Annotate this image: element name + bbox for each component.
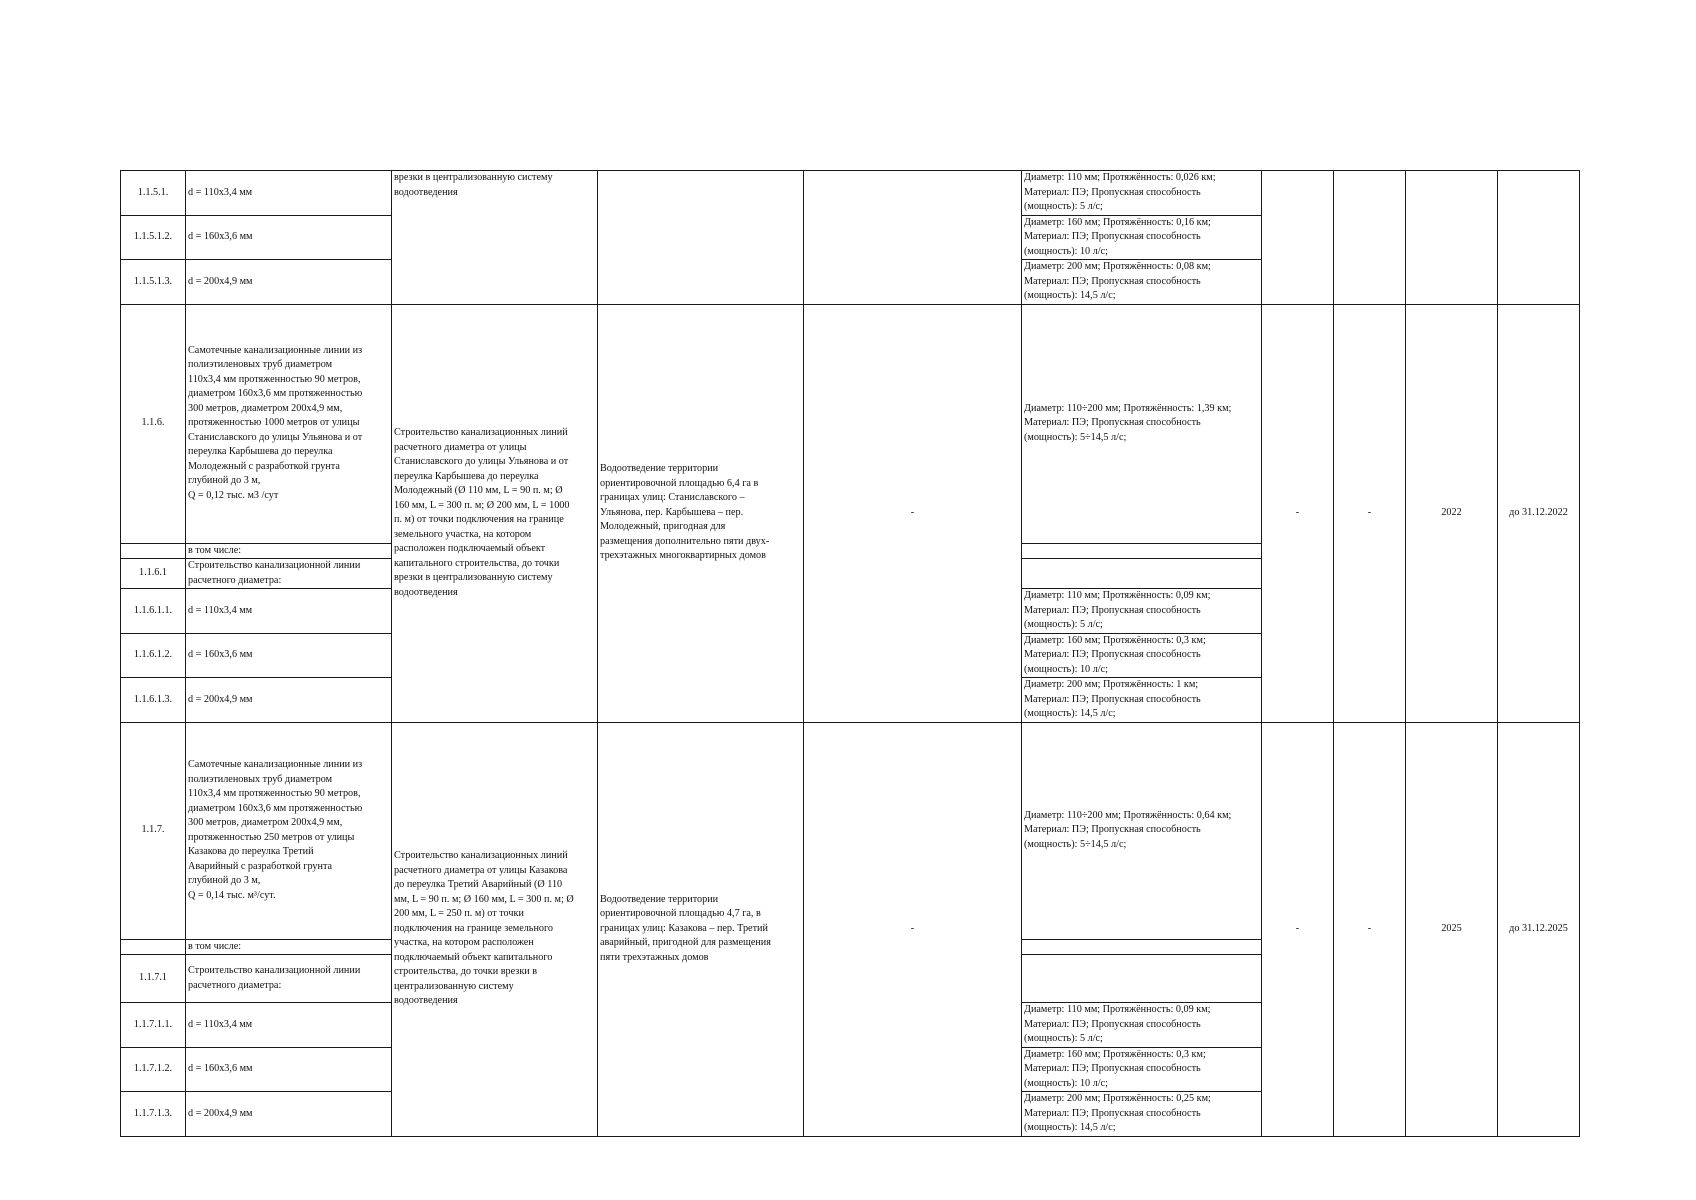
row-name: d = 200х4,9 мм [186, 678, 392, 723]
spec-cell: Диаметр: 110÷200 мм; Протяжённость: 1,39 км; Материал: ПЭ; Пропускная способность (мощность): 5÷14,5 л/с; [1022, 304, 1262, 543]
row-name: Самотечные канализационные линии из полиэтиленовых труб диаметром 110х3,4 мм протяженностью 90 метров, диаметром 160х3,6 мм протяженностью 300 метров, диаметром 200х4,9 мм, протяженностью 250 метров от улицы Казакова до переулка Третий Аварийный с разработкой грунта глубиной до 3 м, Q = 0,14 тыс. м³/сут. [186, 722, 392, 939]
row-name: Строительство канализационной линии расчетного диаметра: [186, 559, 392, 589]
row-code: 1.1.7.1 [121, 955, 186, 1003]
dash-cell: - [1262, 722, 1334, 1136]
dash-cell: - [804, 304, 1022, 722]
dash-cell: - [804, 722, 1022, 1136]
row-code: 1.1.6.1.2. [121, 633, 186, 678]
dash-cell: - [1334, 304, 1406, 722]
spec-cell: Диаметр: 110 мм; Протяжённость: 0,026 км; Материал: ПЭ; Пропускная способность (мощность): 5 л/с; [1022, 171, 1262, 216]
spec-cell: Диаметр: 110 мм; Протяжённость: 0,09 км; Материал: ПЭ; Пропускная способность (мощность): 5 л/с; [1022, 589, 1262, 634]
goal-cell [598, 171, 804, 305]
empty-cell [1334, 171, 1406, 305]
dash-cell: - [1334, 722, 1406, 1136]
row-code: 1.1.6.1.1. [121, 589, 186, 634]
row-code: 1.1.7.1.3. [121, 1092, 186, 1137]
goal-description: Водоотведение территории ориентировочной площадью 4,7 га, в границах улиц: Казакова – пер. Третий аварийный, пригодной для размещения пяти трехэтажных домов [598, 722, 804, 1136]
spec-cell: Диаметр: 200 мм; Протяжённость: 0,25 км; Материал: ПЭ; Пропускная способность (мощность): 14,5 л/с; [1022, 1092, 1262, 1137]
empty-cell [1022, 559, 1262, 589]
row-code: 1.1.7.1.2. [121, 1047, 186, 1092]
works-description: Строительство канализационных линий расчетного диаметра от улицы Казакова до переулка Третий Аварийный (Ø 110 мм, L = 90 п. м; Ø 160 мм, L = 300 п. м; Ø 200 мм, L = 250 п. м) от точки подключения на границе земельного участка, на котором расположен подключаемый объект капитального строительства, до точки врезки в централизованную систему водоотведения [392, 722, 598, 1136]
works-description: врезки в централизованную систему водоотведения [392, 171, 598, 305]
spec-cell: Диаметр: 200 мм; Протяжённость: 0,08 км; Материал: ПЭ; Пропускная способность (мощность): 14,5 л/с; [1022, 260, 1262, 305]
goal-description: Водоотведение территории ориентировочной площадью 6,4 га в границах улиц: Станиславского – Ульянова, пер. Карбышева – пер. Молодежный, пригодная для размещения дополнительно пяти двух- трехэтажных многоквартирных домов [598, 304, 804, 722]
including-label: в том числе: [186, 543, 392, 559]
table-row [121, 171, 1580, 216]
row-name: d = 160х3,6 мм [186, 633, 392, 678]
works-description: Строительство канализационных линий расчетного диаметра от улицы Станиславского до улицы Ульянова и от переулка Карбышева до переулка Молодежный (Ø 110 мм, L = 90 п. м; Ø 160 мм, L = 300 п. м; Ø 200 мм, L = 1000 п. м) от точки подключения на границе земельного участка, на котором расположен подключаемый объект капитального строительства, до точки врезки в централизованную систему водоотведения [392, 304, 598, 722]
row-name: d = 160х3,6 мм [186, 215, 392, 260]
row-name: d = 110х3,4 мм [186, 589, 392, 634]
empty-cell [804, 171, 1022, 305]
row-name: d = 160х3,6 мм [186, 1047, 392, 1092]
row-code: 1.1.7.1.1. [121, 1003, 186, 1048]
spec-cell: Диаметр: 160 мм; Протяжённость: 0,3 км; Материал: ПЭ; Пропускная способность (мощность): 10 л/с; [1022, 1047, 1262, 1092]
spec-cell: Диаметр: 110 мм; Протяжённость: 0,09 км; Материал: ПЭ; Пропускная способность (мощность): 5 л/с; [1022, 1003, 1262, 1048]
row-code: 1.1.6.1 [121, 559, 186, 589]
spec-cell: Диаметр: 200 мм; Протяжённость: 1 км; Материал: ПЭ; Пропускная способность (мощность): 14,5 л/с; [1022, 678, 1262, 723]
row-name: d = 200х4,9 мм [186, 260, 392, 305]
row-code: 1.1.6. [121, 304, 186, 543]
spec-cell: Диаметр: 160 мм; Протяжённость: 0,3 км; Материал: ПЭ; Пропускная способность (мощность): 10 л/с; [1022, 633, 1262, 678]
row-name: d = 110х3,4 мм [186, 1003, 392, 1048]
row-code: 1.1.5.1. [121, 171, 186, 216]
row-name: d = 110х3,4 мм [186, 171, 392, 216]
table-row [121, 722, 1580, 939]
row-code: 1.1.5.1.3. [121, 260, 186, 305]
empty-cell [1406, 171, 1498, 305]
empty-cell [1022, 955, 1262, 1003]
row-name: d = 200х4,9 мм [186, 1092, 392, 1137]
year-cell: 2022 [1406, 304, 1498, 722]
row-code: 1.1.6.1.3. [121, 678, 186, 723]
empty-cell [1498, 171, 1580, 305]
spec-cell: Диаметр: 110÷200 мм; Протяжённость: 0,64 км; Материал: ПЭ; Пропускная способность (мощность): 5÷14,5 л/с; [1022, 722, 1262, 939]
deadline-cell: до 31.12.2025 [1498, 722, 1580, 1136]
row-name: Самотечные канализационные линии из полиэтиленовых труб диаметром 110х3,4 мм протяженностью 90 метров, диаметром 160х3,6 мм протяженностью 300 метров, диаметром 200х4,9 мм, протяженностью 1000 метров от улицы Станиславского до улицы Ульянова и от переулка Карбышева до переулка Молодежный с разработкой грунта глубиной до 3 м, Q = 0,12 тыс. м3 /сут [186, 304, 392, 543]
investment-program-table [120, 170, 1580, 1137]
dash-cell: - [1262, 304, 1334, 722]
table-row [121, 304, 1580, 543]
empty-cell [1262, 171, 1334, 305]
empty-cell [121, 543, 186, 559]
spec-cell: Диаметр: 160 мм; Протяжённость: 0,16 км; Материал: ПЭ; Пропускная способность (мощность): 10 л/с; [1022, 215, 1262, 260]
empty-cell [1022, 543, 1262, 559]
row-code: 1.1.7. [121, 722, 186, 939]
including-label: в том числе: [186, 939, 392, 955]
deadline-cell: до 31.12.2022 [1498, 304, 1580, 722]
empty-cell [1022, 939, 1262, 955]
row-name: Строительство канализационной линии расчетного диаметра: [186, 955, 392, 1003]
year-cell: 2025 [1406, 722, 1498, 1136]
empty-cell [121, 939, 186, 955]
row-code: 1.1.5.1.2. [121, 215, 186, 260]
